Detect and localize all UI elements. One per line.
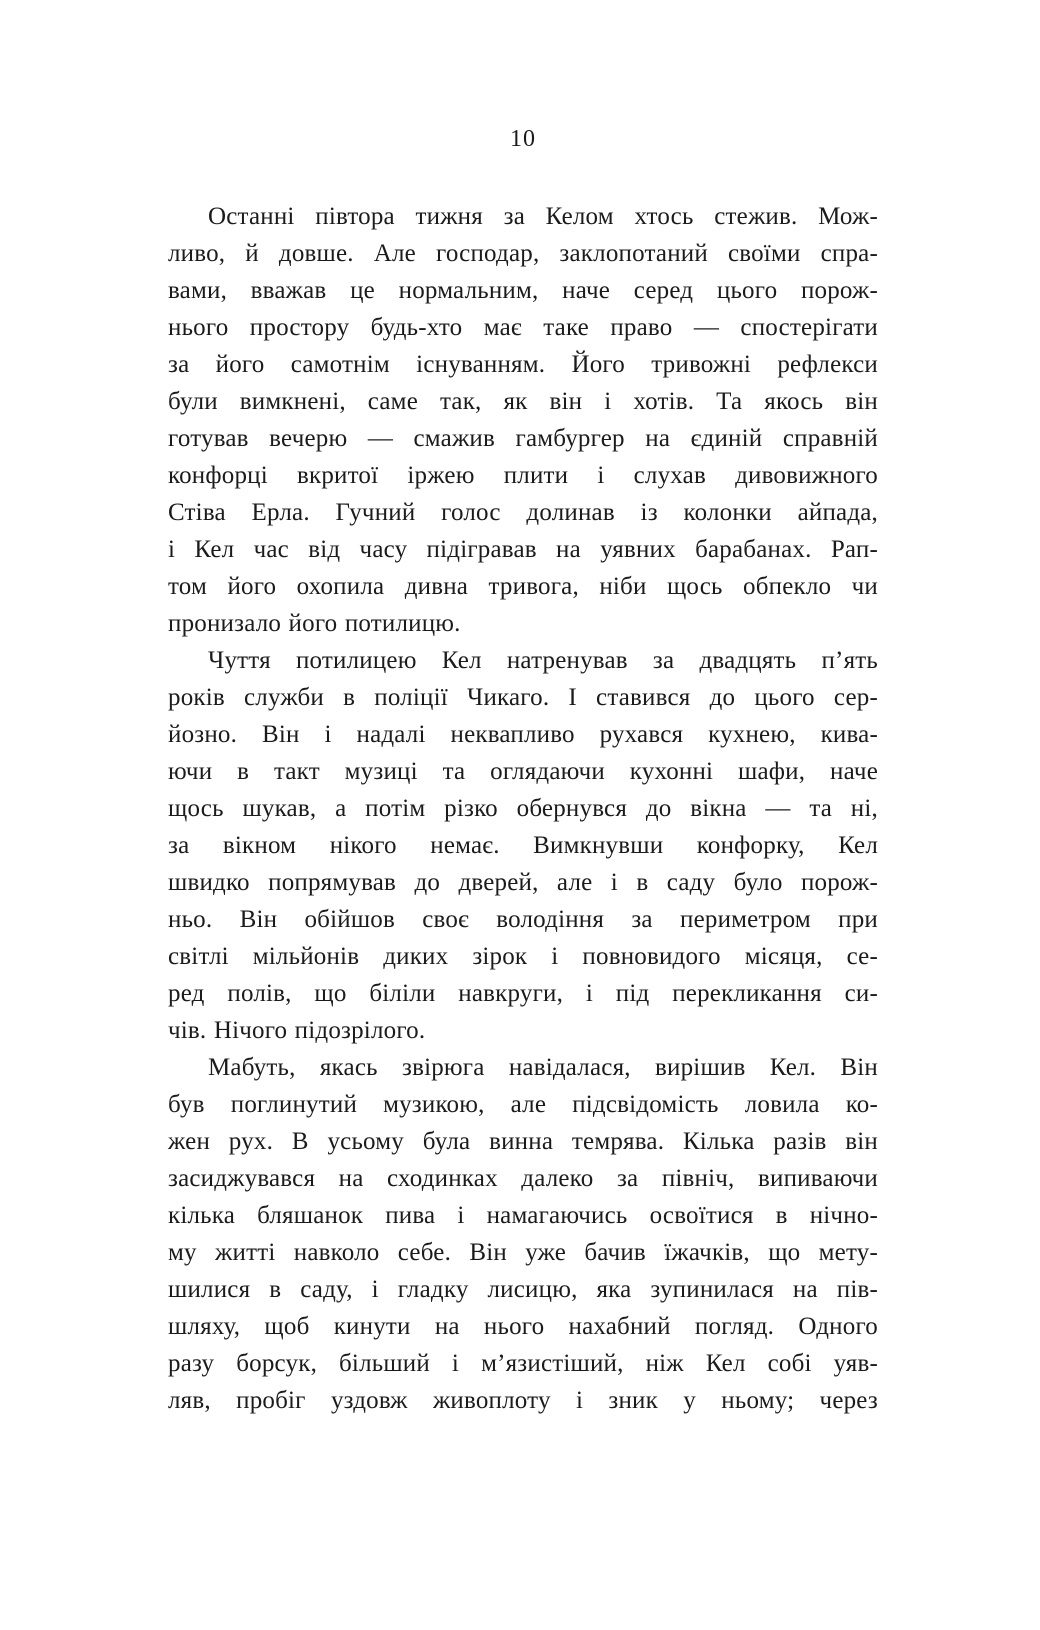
text-line: ливо, й довше. Але господар, заклопотаний своїми спра-: [168, 240, 878, 267]
text-line: ред полів, що біліли навкруги, і під перекликання си-: [168, 980, 878, 1007]
text-line: разу борсук, більший і м’язистіший, ніж Кел собі уяв-: [168, 1350, 878, 1377]
paragraph: [168, 642, 878, 1049]
text-line: конфорці вкритої іржею плити і слухав дивовижного: [168, 462, 878, 489]
text-line: Мабуть, якась звірюга навідалася, вирішив Кел. Він: [208, 1054, 878, 1081]
text-line: пронизало його потилицю.: [168, 610, 461, 637]
text-line: Чуття потилицею Кел натренував за двадцять п’ять: [208, 647, 878, 674]
text-line: років служби в поліції Чикаго. І ставився до цього сер-: [168, 684, 878, 711]
text-line: ньо. Він обійшов своє володіння за периметром при: [168, 906, 878, 933]
text-line: засиджувався на сходинках далеко за північ, випиваючи: [168, 1165, 878, 1192]
text-line: за його самотнім існуванням. Його тривожні рефлекси: [168, 351, 878, 378]
text-line: ляв, пробіг уздовж живоплоту і зник у ньому; через: [168, 1387, 878, 1414]
text-line: жен рух. В усьому була винна темрява. Кілька разів він: [168, 1128, 878, 1155]
text-line: Останні півтора тижня за Келом хтось стежив. Мож-: [208, 203, 878, 230]
text-line: щось шукав, а потім різко обернувся до вікна — та ні,: [168, 795, 878, 822]
paragraph: [168, 1049, 878, 1419]
text-line: кілька бляшанок пива і намагаючись освоїтися в нічно-: [168, 1202, 878, 1229]
text-line: світлі мільйонів диких зірок і повновидого місяця, се-: [168, 943, 878, 970]
text-line: вами, вважав це нормальним, наче серед цього порож-: [168, 277, 878, 304]
text-line: шляху, щоб кинути на нього нахабний погляд. Одного: [168, 1313, 878, 1340]
text-line: том його охопила дивна тривога, ніби щось обпекло чи: [168, 573, 878, 600]
text-line: готував вечерю — смажив гамбургер на єдиній справній: [168, 425, 878, 452]
text-line: за вікном нікого немає. Вимкнувши конфорку, Кел: [168, 832, 878, 859]
paragraph: [168, 198, 878, 642]
text-block: [168, 198, 878, 1419]
text-line: йозно. Він і надалі неквапливо рухався кухнею, кива-: [168, 721, 878, 748]
text-line: були вимкнені, саме так, як він і хотів. Та якось він: [168, 388, 878, 415]
page-number: 10: [510, 126, 536, 152]
text-line: Стіва Ерла. Гучний голос долинав із колонки айпада,: [168, 499, 878, 526]
text-line: му житті навколо себе. Він уже бачив їжачків, що мету-: [168, 1239, 878, 1266]
text-line: ючи в такт музиці та оглядаючи кухонні шафи, наче: [168, 758, 878, 785]
text-line: нього простору будь-хто має таке право — спостерігати: [168, 314, 878, 341]
text-line: шилися в саду, і гладку лисицю, яка зупинилася на пів-: [168, 1276, 878, 1303]
text-line: був поглинутий музикою, але підсвідомість ловила ко-: [168, 1091, 878, 1118]
text-line: чів. Нічого підозрілого.: [168, 1017, 426, 1044]
text-line: і Кел час від часу підігравав на уявних барабанах. Рап-: [168, 536, 878, 563]
text-line: швидко попрямував до дверей, але і в саду було порож-: [168, 869, 878, 896]
